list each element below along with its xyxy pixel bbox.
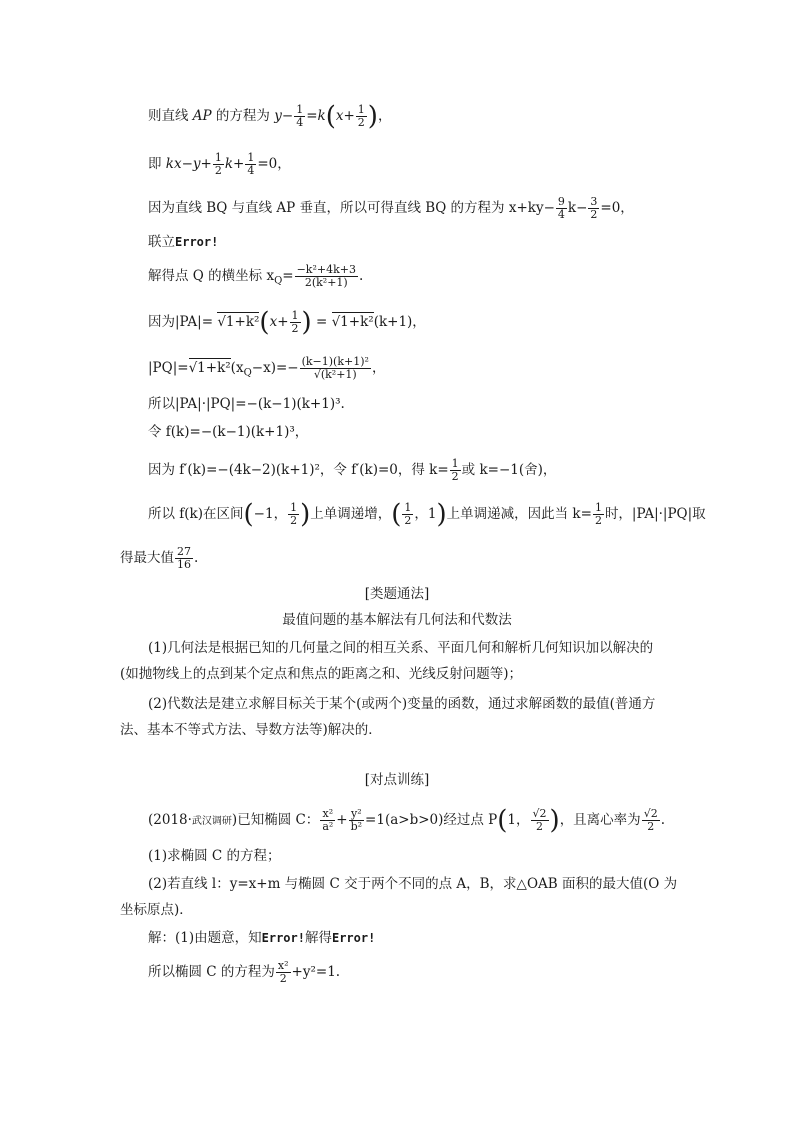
line-monotonic: 所以 f(k)在区间(−1， $\frac{1}{2}$ )上单调递增，( $\frac{1}{2}$ ，1)上单调递减，因此当 k= $\frac{1}{2}$ 时，|PA|·|PQ|取 xyxy=(148,499,706,530)
problem-part2-cont: 坐标原点)． xyxy=(120,902,193,918)
line-derivative: 因为 f′(k)=−(4k−2)(k+1)²，令 f′(k)=0，得 k= $\frac{1}{2}$ 或 k=−1(舍)， xyxy=(148,457,557,483)
fraction: $\frac{1}{2}$ xyxy=(594,501,602,527)
fraction: $\frac{27}{16}$ xyxy=(177,545,191,571)
fraction: $\frac{1}{2}$ xyxy=(451,457,459,483)
fraction: $\frac{\text{x²}}{\text{a²}}$ xyxy=(322,807,334,833)
problem-part2: (2)若直线 l：y=x+m 与椭圆 C 交于两个不同的点 A，B，求△OAB 面积的最大值(O 为 xyxy=(148,876,678,892)
solution-ellipse: 所以椭圆 C 的方程为 $\frac{\text{x²}}{2}$ +y²=1. xyxy=(148,959,341,985)
method-title: 最值问题的基本解法有几何法和代数法 xyxy=(282,612,512,628)
line-xq: 解得点 Q 的横坐标 $x_Q=$ $\frac{\text{−k²+4k+3}}{\text{2(k²+1)}}$ . xyxy=(148,263,364,289)
method-algebraic-cont: 法、基本不等式方法、导数方法等)解决的． xyxy=(120,722,382,738)
source-tag: 武汉调研 xyxy=(191,816,232,827)
line-fk: 令 f(k)=−(k−1)(k+1)³， xyxy=(148,424,309,440)
fraction: $\frac{\text{x²}}{2}$ xyxy=(277,959,289,985)
line-ap-equation: 则直线 AP 的方程为 y− $\frac{1}{4}$ =k(x+ $\frac{1}{2}$ )， xyxy=(148,101,392,132)
line-max: 得最大值 $\frac{27}{16}$ . xyxy=(120,545,199,571)
fraction: $\frac{3}{2}$ xyxy=(590,195,598,221)
line-product: 所以|PA|·|PQ|=−(k−1)(k+1)³. xyxy=(148,396,345,412)
fraction: $\frac{√2}{2}$ xyxy=(532,807,547,833)
line-pa: 因为|PA|= √1+k²(x+ $\frac{1}{2}$ ) = √1+k²(k+1)， xyxy=(148,307,426,338)
fraction: $\frac{1}{2}$ xyxy=(291,309,299,335)
fraction: $\frac{1}{2}$ xyxy=(357,103,365,129)
fraction: $\frac{1}{2}$ xyxy=(290,501,298,527)
fraction: $\frac{\text{y²}}{\text{b²}}$ xyxy=(350,807,363,833)
fraction: $\frac{\text{−k²+4k+3}}{\text{2(k²+1)}}$ xyxy=(296,263,356,289)
problem-statement: (2018·武汉调研)已知椭圆 C： $\frac{\text{x²}}{\text{a²}}$ + $\frac{\text{y²}}{\text{b²}}$ =1(a>b>0)经过点 P(1， $\frac{√2}{2}$ )，且离心率为 $\frac{√2}{2}$ . xyxy=(148,805,665,836)
line-pq: $|PQ|=√1+k^2(x_Q-x)=-$ $\frac{\text{(k−1)(k+1)²}}{\text{√(k²+1)}}$ ， xyxy=(148,355,386,381)
section-heading-training: [对点训练] xyxy=(364,772,430,788)
problem-part1: (1)求椭圆 C 的方程； xyxy=(148,848,281,864)
fraction: $\frac{1}{4}$ xyxy=(296,103,304,129)
fraction: $\frac{1}{2}$ xyxy=(404,501,412,527)
method-algebraic: (2)代数法是建立求解目标关于某个(或两个)变量的函数，通过求解函数的最值(普通方 xyxy=(148,696,656,712)
line-system: 联立Error! xyxy=(148,234,219,250)
error-text: Error! xyxy=(175,235,219,249)
fraction: $\frac{1}{4}$ xyxy=(247,151,255,177)
fraction: $\frac{\text{(k−1)(k+1)²}}{\text{√(k²+1)}}$ xyxy=(301,355,369,381)
solution-start: 解：(1)由题意，知Error!解得Error! xyxy=(148,930,376,946)
method-geometric-cont: (如抛物线上的点到某个定点和焦点的距离之和、光线反射问题等)； xyxy=(120,666,523,682)
line-simplified: 即 kx−y+ $\frac{1}{2}$ k+ $\frac{1}{4}$ =0， xyxy=(148,151,291,177)
fraction: $\frac{9}{4}$ xyxy=(557,195,565,221)
fraction: $\frac{1}{2}$ xyxy=(214,151,222,177)
method-geometric: (1)几何法是根据已知的几何量之间的相互关系、平面几何和解析几何知识加以解决的 xyxy=(148,640,654,656)
section-heading-method: [类题通法] xyxy=(364,586,430,602)
fraction: $\frac{√2}{2}$ xyxy=(643,807,658,833)
line-bq-equation: 因为直线 BQ 与直线 AP 垂直，所以可得直线 BQ 的方程为 x+ky− $\frac{9}{4}$ k− $\frac{3}{2}$ =0， xyxy=(148,195,634,221)
